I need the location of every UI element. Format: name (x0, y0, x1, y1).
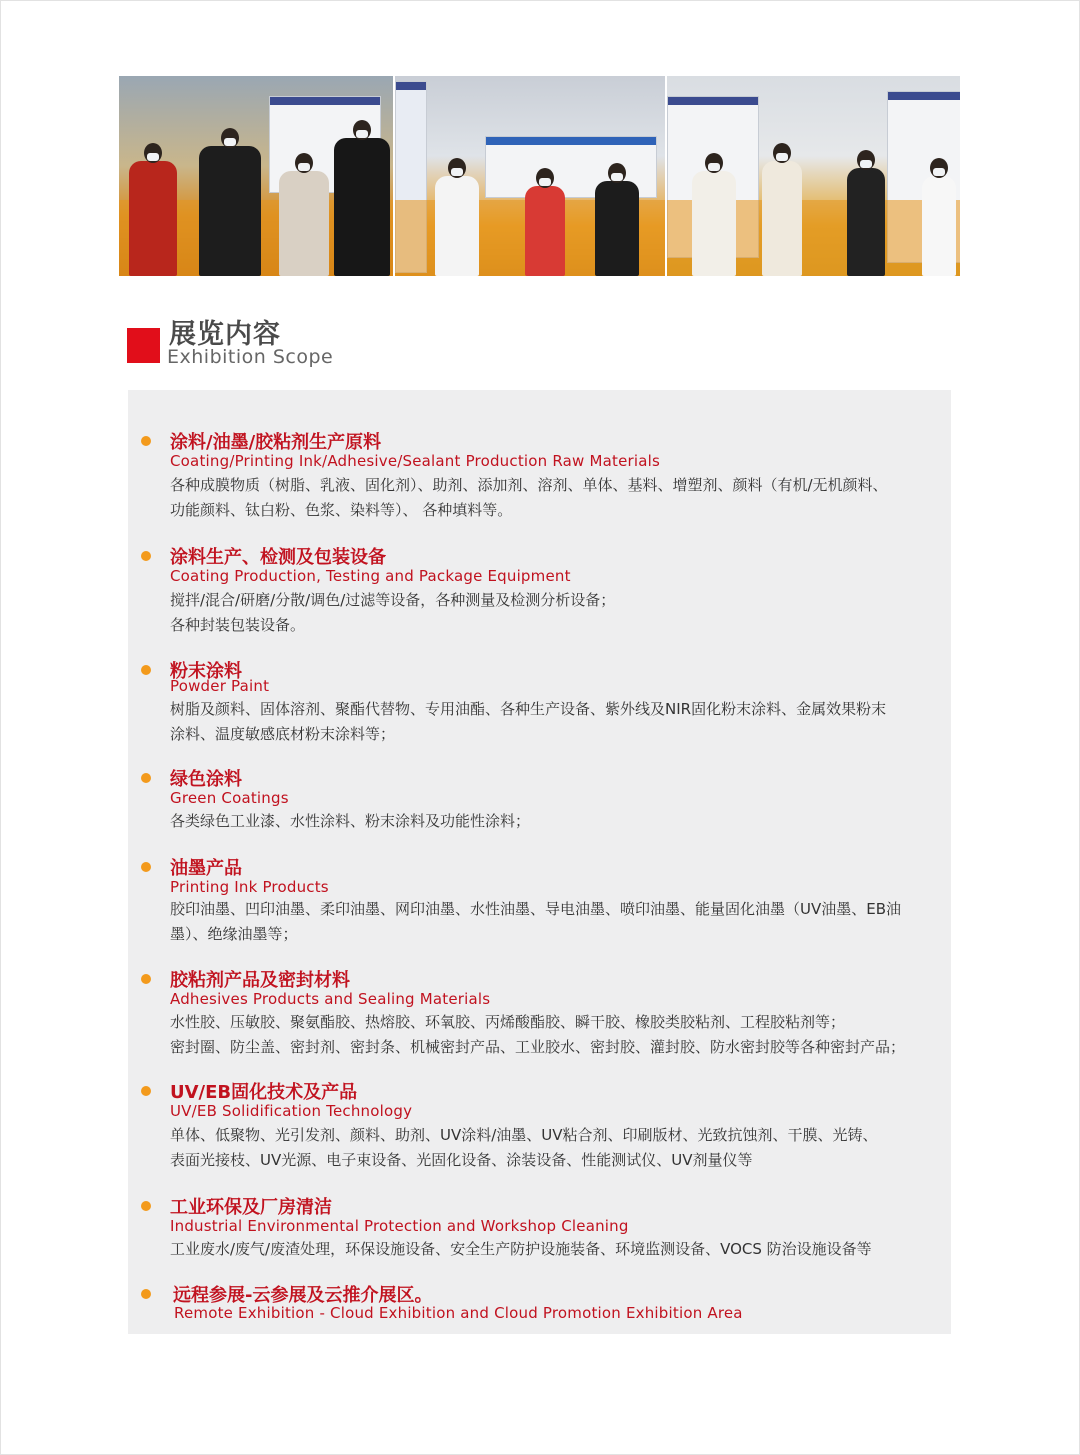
bullet-dot-icon (141, 1201, 151, 1211)
item-title-cn: 绿色涂料 (170, 769, 242, 790)
exhibition-photo-banner (119, 76, 960, 276)
item-description (170, 1010, 950, 1060)
item-description (170, 1123, 950, 1173)
item-title-en: Printing Ink Products (170, 878, 329, 896)
item-description (170, 588, 950, 638)
bullet-dot-icon (141, 665, 151, 675)
description-line: 各种成膜物质（树脂、乳液、固化剂）、助剂、添加剂、溶剂、单体、基料、增塑剂、颜料（有机/无机颜料、 (170, 476, 888, 494)
item-description (170, 473, 950, 523)
item-title-cn: 远程参展-云参展及云推介展区。 (173, 1285, 433, 1306)
exhibition-photo (395, 76, 665, 276)
exhibition-photo (667, 76, 960, 276)
description-line: 搅拌/混合/研磨/分散/调色/过滤等设备，各种测量及检测分析设备； (170, 591, 616, 609)
description-line: 水性胶、压敏胶、聚氨酯胶、热熔胶、环氧胶、丙烯酸酯胶、瞬干胶、橡胶类胶粘剂、工程胶粘剂等； (170, 1013, 846, 1031)
description-line: 胶印油墨、凹印油墨、柔印油墨、网印油墨、水性油墨、导电油墨、喷印油墨、能量固化油墨（UV油墨、EB油 (170, 900, 902, 918)
item-title-cn: 油墨产品 (170, 858, 242, 879)
bullet-dot-icon (141, 1086, 151, 1096)
item-title-en: Green Coatings (170, 789, 289, 807)
bullet-dot-icon (141, 862, 151, 872)
heading-title-en: Exhibition Scope (167, 346, 334, 368)
item-description (170, 809, 950, 834)
description-line: 树脂及颜料、固体溶剂、聚酯代替物、专用油酯、各种生产设备、紫外线及NIR固化粉末涂料、金属效果粉末 (170, 700, 887, 718)
description-line: 各类绿色工业漆、水性涂料、粉末涂料及功能性涂料； (170, 812, 531, 830)
description-line: 墨）、绝缘油墨等； (170, 925, 298, 943)
description-line: 各种封装包装设备。 (170, 616, 306, 634)
heading-title-cn: 展览内容 (169, 319, 281, 350)
bullet-dot-icon (141, 1289, 151, 1299)
description-line: 表面光接枝、UV光源、电子束设备、光固化设备、涂装设备、性能测试仪、UV剂量仪等 (170, 1151, 753, 1169)
item-title-en: Industrial Environmental Protection and Workshop Cleaning (170, 1217, 629, 1235)
item-title-cn: 胶粘剂产品及密封材料 (170, 970, 350, 991)
exhibition-photo (119, 76, 393, 276)
item-title-cn: 涂料生产、检测及包装设备 (170, 547, 386, 568)
heading-marker-icon (127, 328, 160, 363)
item-title-cn: 粉末涂料 (170, 661, 242, 682)
bullet-dot-icon (141, 773, 151, 783)
item-description (170, 897, 950, 947)
item-description (170, 1237, 950, 1262)
description-line: 单体、低聚物、光引发剂、颜料、助剂、UV涂料/油墨、UV粘合剂、印刷版材、光致抗蚀剂、干膜、光铸、 (170, 1126, 878, 1144)
item-title-en: Coating Production, Testing and Package Equipment (170, 567, 571, 585)
item-title-en: Remote Exhibition - Cloud Exhibition and Cloud Promotion Exhibition Area (174, 1304, 743, 1322)
bullet-dot-icon (141, 551, 151, 561)
item-description (170, 697, 950, 747)
description-line: 密封圈、防尘盖、密封剂、密封条、机械密封产品、工业胶水、密封胶、灌封胶、防水密封胶等各种密封产品； (170, 1038, 906, 1056)
item-title-en: Powder Paint (170, 677, 270, 695)
item-title-en: Coating/Printing Ink/Adhesive/Sealant Production Raw Materials (170, 452, 661, 470)
description-line: 涂料、温度敏感底材粉末涂料等； (170, 725, 396, 743)
item-title-cn: UV/EB固化技术及产品 (170, 1082, 358, 1103)
description-line: 功能颜料、钛白粉、色浆、染料等）、 各种填料等。 (170, 501, 513, 519)
section-heading (127, 312, 527, 372)
item-title-cn: 工业环保及厂房清洁 (170, 1197, 332, 1218)
item-title-en: Adhesives Products and Sealing Materials (170, 990, 491, 1008)
description-line: 工业废水/废气/废渣处理，环保设施设备、安全生产防护设施装备、环境监测设备、VOCS 防治设施设备等 (170, 1240, 872, 1258)
bullet-dot-icon (141, 436, 151, 446)
item-title-en: UV/EB Solidification Technology (170, 1102, 413, 1120)
exhibition-scope-panel (128, 390, 951, 1334)
item-title-cn: 涂料/油墨/胶粘剂生产原料 (170, 432, 382, 453)
bullet-dot-icon (141, 974, 151, 984)
